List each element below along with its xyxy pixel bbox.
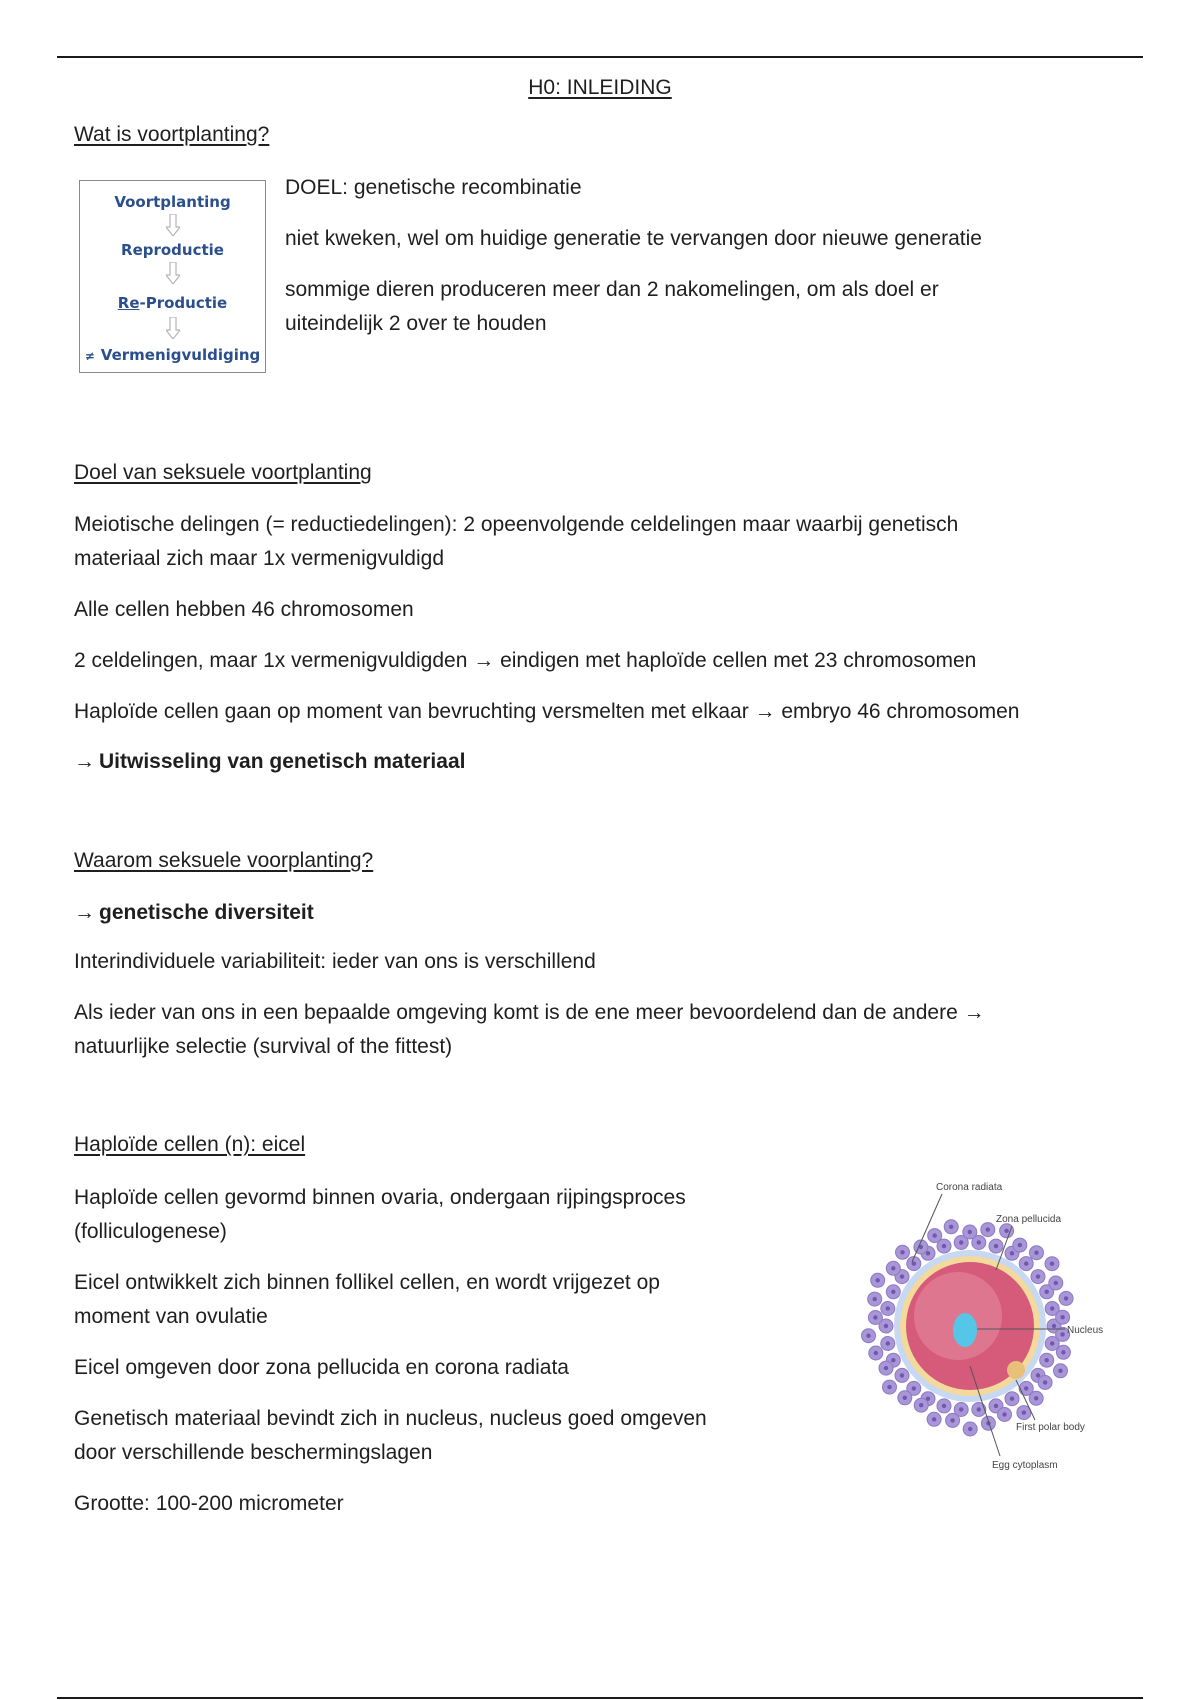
corona-cell-nucleus	[1002, 1412, 1006, 1416]
corona-cell-nucleus	[1036, 1274, 1040, 1278]
label-corona-radiata: Corona radiata	[936, 1182, 1003, 1193]
diversiteit-line: → genetische diversiteit	[74, 901, 314, 924]
corona-cell-nucleus	[1054, 1281, 1058, 1285]
corona-cell-nucleus	[994, 1404, 998, 1408]
flow-label-re-productie	[80, 294, 265, 312]
corona-cell-nucleus	[884, 1324, 888, 1328]
flow-label-voortplanting: Voortplanting	[114, 193, 231, 211]
grootte-line: Grootte: 100-200 micrometer	[74, 1492, 344, 1515]
corona-cell-nucleus	[986, 1227, 990, 1231]
down-arrow-icon	[166, 317, 180, 339]
corona-cell-nucleus	[891, 1358, 895, 1362]
bottom-rule	[57, 1697, 1143, 1699]
flow-re-suffix: -Productie	[139, 294, 228, 312]
corona-cell-nucleus	[1045, 1358, 1049, 1362]
corona-cell-nucleus	[891, 1266, 895, 1270]
corona-cell-nucleus	[1036, 1373, 1040, 1377]
flow-label-vermenigvuldiging: ≠ Vermenigvuldiging	[84, 346, 261, 364]
nucleus-line-1: Genetisch materiaal bevindt zich in nucleus, nucleus goed omgeven	[74, 1407, 707, 1430]
corona-cell-nucleus	[968, 1230, 972, 1234]
corona-cell-nucleus	[1050, 1262, 1054, 1266]
down-arrow-icon	[166, 262, 180, 284]
corona-cell-nucleus	[950, 1418, 954, 1422]
corona-cell-nucleus	[1050, 1306, 1054, 1310]
corona-cell-nucleus	[1058, 1369, 1062, 1373]
corona-cell-nucleus	[1034, 1396, 1038, 1400]
corona-cell-nucleus	[1060, 1315, 1064, 1319]
label-nucleus: Nucleus	[1067, 1325, 1104, 1336]
corona-cell-nucleus	[1043, 1380, 1047, 1384]
corona-cell-nucleus	[1045, 1290, 1049, 1294]
flow-diagram	[79, 180, 266, 373]
follikel-line-1: Eicel ontwikkelt zich binnen follikel cellen, en wordt vrijgezet op	[74, 1271, 660, 1294]
corona-cell-nucleus	[1010, 1397, 1014, 1401]
corona-cell-nucleus	[876, 1278, 880, 1282]
nucleus-line-2: door verschillende beschermingslagen	[74, 1441, 433, 1464]
corona-cell-nucleus	[900, 1274, 904, 1278]
corona-cell-nucleus	[1061, 1350, 1065, 1354]
section-heading-voortplanting: Wat is voortplanting?	[74, 123, 270, 146]
top-rule	[57, 56, 1143, 58]
corona-cell-nucleus	[1004, 1229, 1008, 1233]
corona-cell-nucleus	[874, 1351, 878, 1355]
not-equal-sign: ≠	[84, 349, 95, 363]
label-first-polar-body: First polar body	[1016, 1422, 1085, 1433]
corona-cell-nucleus	[1024, 1386, 1028, 1390]
kweken-line: niet kweken, wel om huidige generatie te vervangen door nieuwe generatie	[285, 227, 982, 250]
flow-label-reproductie: Reproductie	[121, 241, 224, 259]
down-arrow-icon	[166, 214, 180, 236]
corona-cell-nucleus	[1050, 1341, 1054, 1345]
meiotische-line-1: Meiotische delingen (= reductiedelingen): 2 opeenvolgende celdelingen maar waarbij genetisch	[74, 513, 959, 536]
corona-cell-nucleus	[977, 1240, 981, 1244]
label-zona-pellucida: Zona pellucida	[996, 1214, 1062, 1225]
corona-cell-nucleus	[1064, 1296, 1068, 1300]
corona-cell-nucleus	[932, 1417, 936, 1421]
corona-cell-nucleus	[900, 1250, 904, 1254]
first-polar-body	[1007, 1361, 1025, 1379]
corona-cell-nucleus	[959, 1407, 963, 1411]
bevruchting-line: Haploïde cellen gaan op moment van bevruchting versmelten met elkaar → embryo 46 chromosomen	[74, 700, 1020, 723]
section-heading-eicel: Haploïde cellen (n): eicel	[74, 1133, 306, 1156]
corona-cell-nucleus	[919, 1403, 923, 1407]
corona-cell-nucleus	[1052, 1324, 1056, 1328]
chromosomen-line: Alle cellen hebben 46 chromosomen	[74, 598, 414, 621]
corona-cell-nucleus	[994, 1244, 998, 1248]
corona-cell-nucleus	[1024, 1261, 1028, 1265]
corona-cell-nucleus	[968, 1427, 972, 1431]
corona-cell-nucleus	[949, 1225, 953, 1229]
ovaria-line-1: Haploïde cellen gevormd binnen ovaria, ondergaan rijpingsproces	[74, 1186, 686, 1209]
corona-cell-nucleus	[886, 1341, 890, 1345]
corona-cell-nucleus	[887, 1385, 891, 1389]
dieren-line-2: uiteindelijk 2 over te houden	[285, 312, 547, 335]
section-heading-doel: Doel van seksuele voortplanting	[74, 461, 372, 484]
celdelingen-line: 2 celdelingen, maar 1x vermenigvuldigden → eindigen met haploïde cellen met 23 chromosomen	[74, 649, 977, 672]
corona-cell-nucleus	[886, 1306, 890, 1310]
corona-cell-nucleus	[933, 1233, 937, 1237]
doel-line: DOEL: genetische recombinatie	[285, 176, 582, 199]
flow-re-prefix: Re	[117, 294, 140, 312]
zona-line: Eicel omgeven door zona pellucida en corona radiata	[74, 1356, 569, 1379]
ovaria-line-2: (folliculogenese)	[74, 1220, 227, 1243]
variabiliteit-line: Interindividuele variabiliteit: ieder van ons is verschillend	[74, 950, 596, 973]
corona-cell-nucleus	[1010, 1251, 1014, 1255]
page-title: H0: INLEIDING	[528, 76, 672, 99]
uitwisseling-line: → Uitwisseling van genetisch materiaal	[74, 750, 466, 773]
corona-cell-nucleus	[891, 1290, 895, 1294]
selectie-line-1: Als ieder van ons in een bepaalde omgeving komt is de ene meer bevoordelend dan de andere →	[74, 1001, 985, 1024]
corona-cell-nucleus	[942, 1244, 946, 1248]
corona-cell-nucleus	[873, 1297, 877, 1301]
corona-cell-nucleus	[977, 1407, 981, 1411]
corona-cell-nucleus	[1018, 1243, 1022, 1247]
corona-cell-nucleus	[959, 1240, 963, 1244]
corona-cell-nucleus	[873, 1315, 877, 1319]
corona-cell-nucleus	[903, 1396, 907, 1400]
corona-cell-nucleus	[900, 1373, 904, 1377]
corona-cell-nucleus	[1060, 1332, 1064, 1336]
selectie-line-2: natuurlijke selectie (survival of the fittest)	[74, 1035, 453, 1058]
corona-cell-nucleus	[912, 1386, 916, 1390]
corona-cell-nucleus	[942, 1404, 946, 1408]
corona-cell-nucleus	[1022, 1410, 1026, 1414]
nucleus	[953, 1313, 977, 1347]
meiotische-line-2: materiaal zich maar 1x vermenigvuldigd	[74, 547, 444, 570]
dieren-line-1: sommige dieren produceren meer dan 2 nakomelingen, om als doel er	[285, 278, 939, 301]
egg-cell-figure	[830, 1166, 1130, 1481]
label-egg-cytoplasm: Egg cytoplasm	[992, 1460, 1058, 1471]
follikel-line-2: moment van ovulatie	[74, 1305, 268, 1328]
corona-cell-nucleus	[884, 1366, 888, 1370]
corona-cell-nucleus	[866, 1334, 870, 1338]
corona-cell-nucleus	[1034, 1251, 1038, 1255]
section-heading-waarom: Waarom seksuele voorplanting?	[74, 849, 374, 872]
